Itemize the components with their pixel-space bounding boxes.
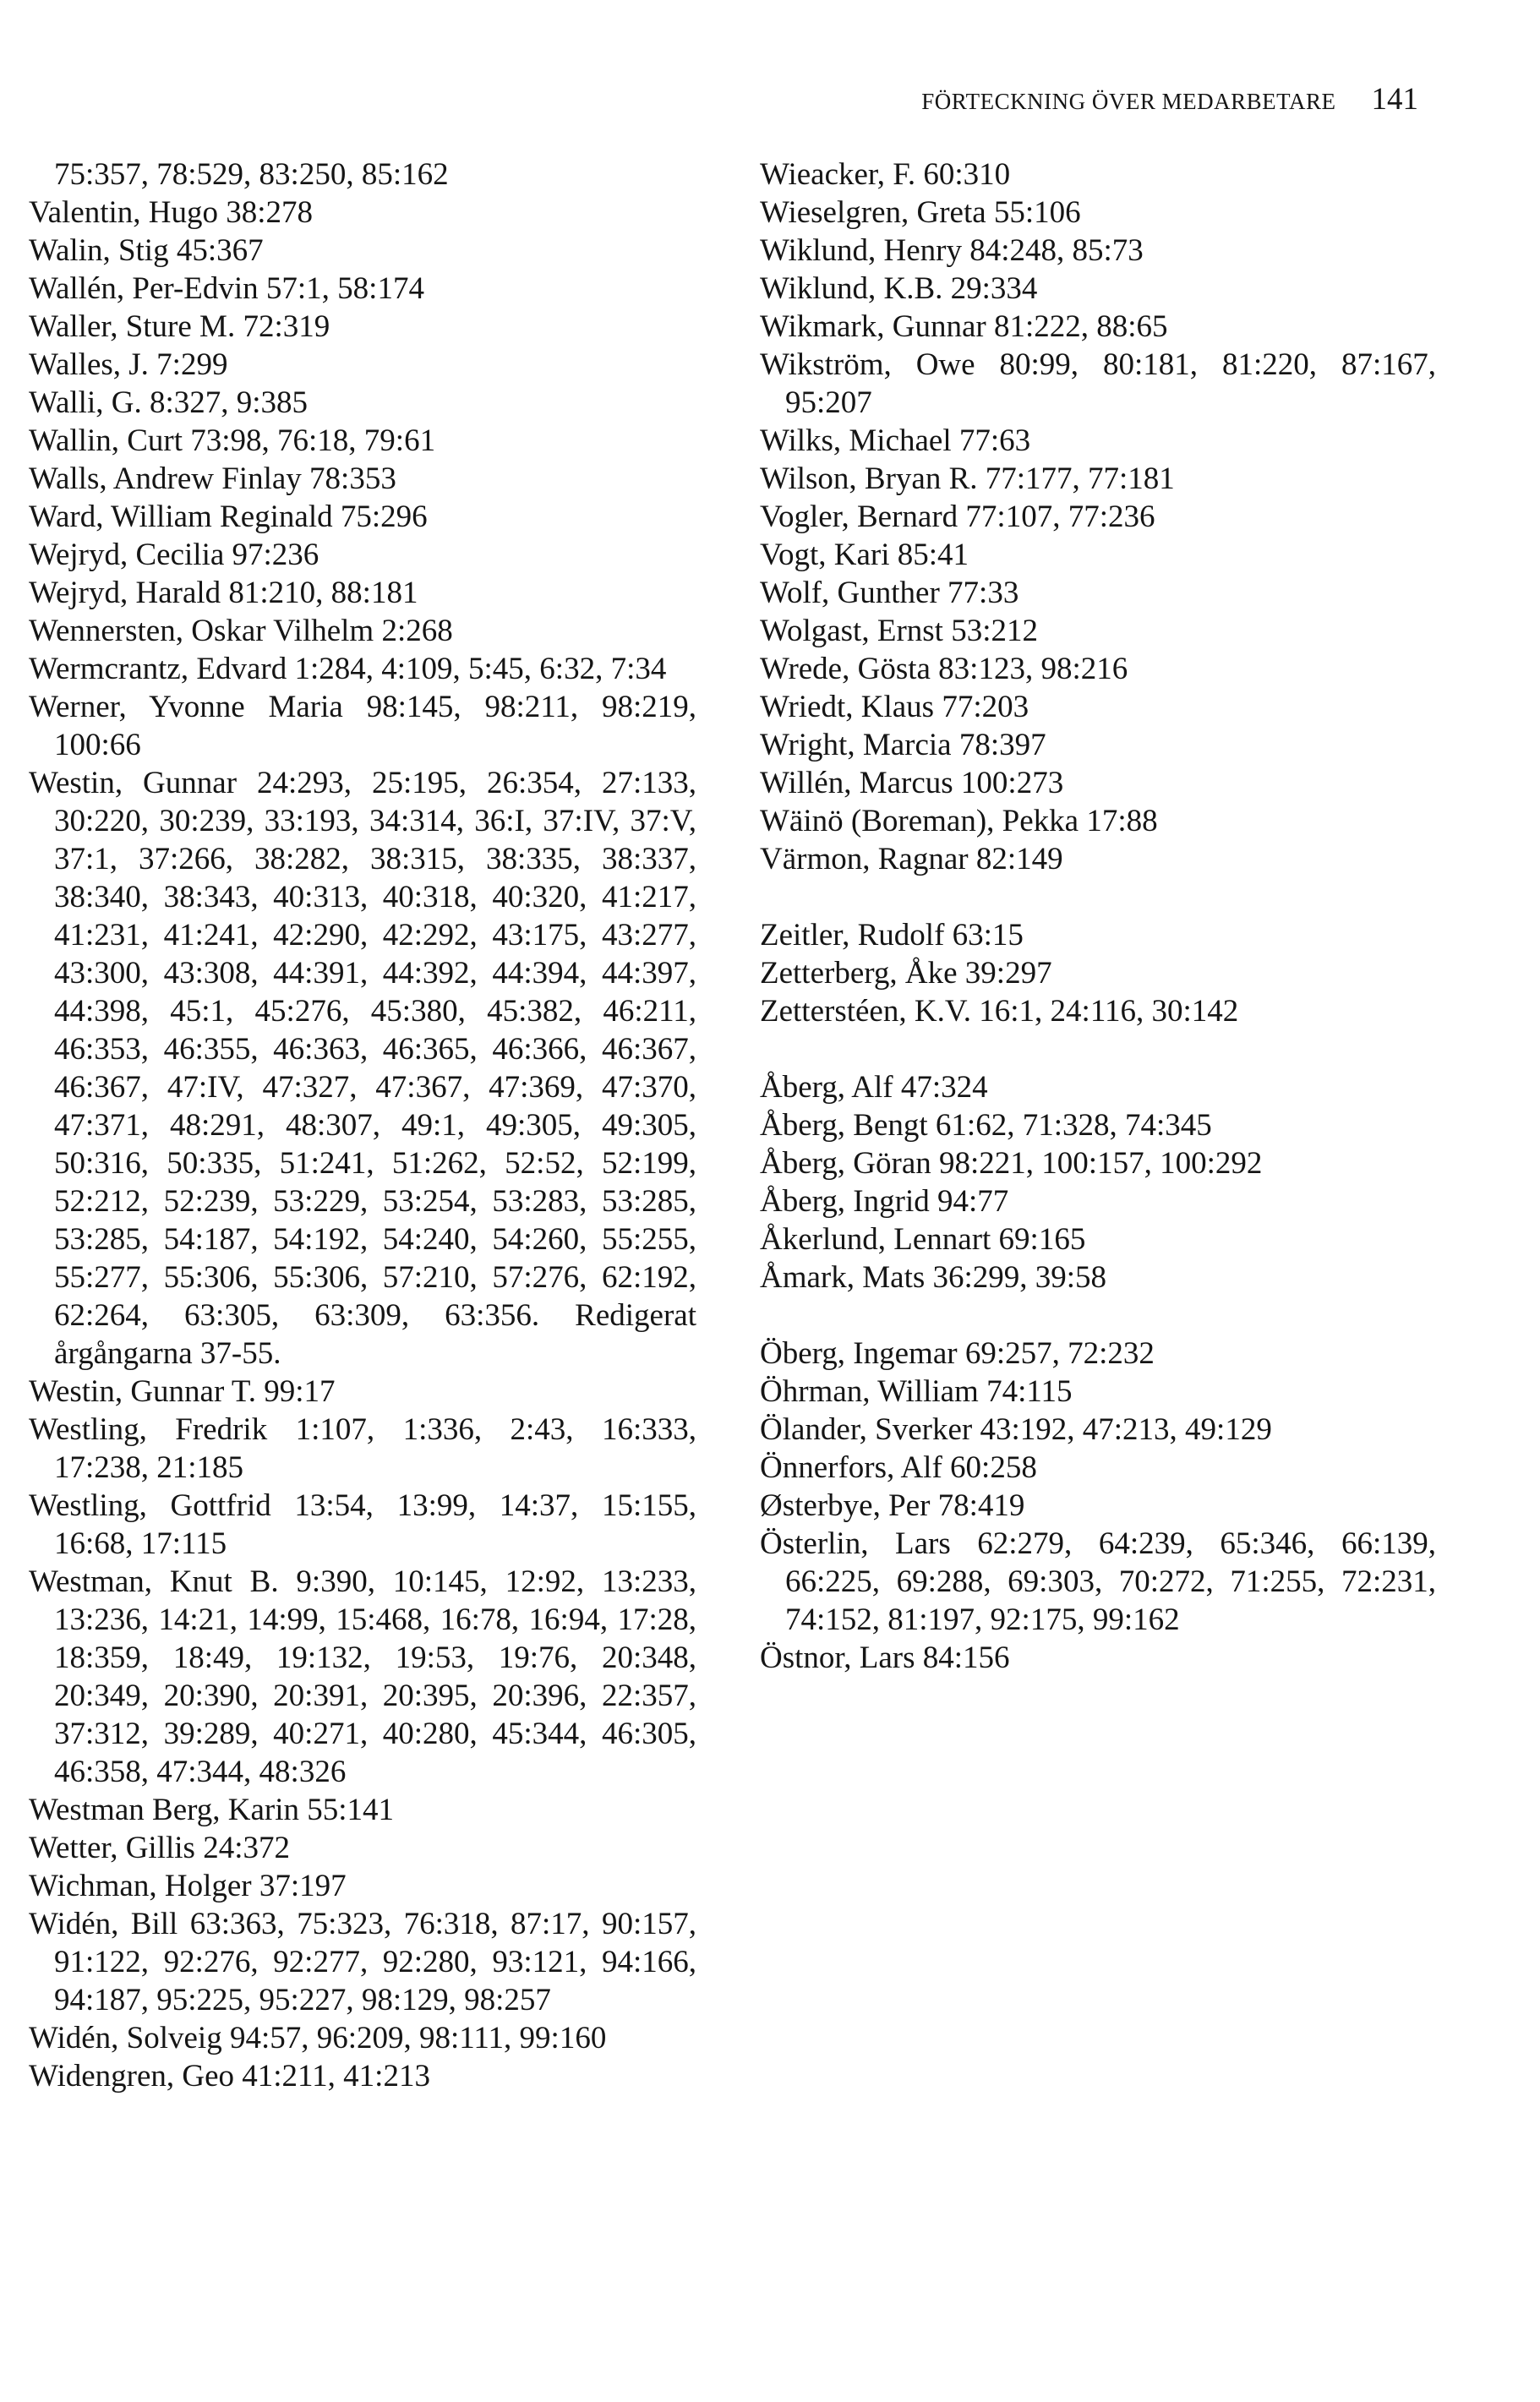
index-entry: Värmon, Ragnar 82:149 [760,842,1063,876]
index-entry: Wilson, Bryan R. 77:177, 77:181 [760,461,1175,496]
index-entry: Wetter, Gillis 24:372 [29,1831,290,1865]
index-entry: Walles, J. 7:299 [29,347,228,382]
index-entry: Åberg, Bengt 61:62, 71:328, 74:345 [760,1108,1212,1143]
index-entry: Wiklund, K.B. 29:334 [760,271,1038,306]
index-entry: Ward, William Reginald 75:296 [29,500,428,534]
index-entry: Westin, Gunnar T. 99:17 [29,1374,336,1409]
index-entry: Valentin, Hugo 38:278 [29,195,314,230]
index-entry: Westin, Gunnar 24:293, 25:195, 26:354, 27:133, 30:220, 30:239, 33:193, 34:314, 36:I, 37:IV, 37:V, 37:1, 37:266, 38:282, 38:315, 38:335, 38:337, 38:340, 38:343, 40:313, 40:318, 40:320, 41:217, 41:231, 41:241, 42:290, 42:292, 43:175, 43:277, 43:300, 43:308, 44:391, 44:392, 44:394, 44:397, 44:398, 45:1, 45:276, 45:380, 45:382, 46:211, 46:353, 46:355, 46:363, 46:365, 46:366, 46:367, 46:367, 47:IV, 47:327, 47:367, 47:369, 47:370, 47:371, 48:291, 48:307, 49:1, 49:305, 49:305, 50:316, 50:335, 51:241, 51:262, 52:52, 52:199, 52:212, 52:239, 53:229, 53:254, 53:283, 53:285, 53:285, 54:187, 54:192, 54:240, 54:260, 55:255, 55:277, 55:306, 55:306, 57:210, 57:276, 62:192, 62:264, 63:305, 63:309, 63:356. Redigerat årgångarna 37-55. [29,766,696,1371]
index-entry: Wikmark, Gunnar 81:222, 88:65 [760,309,1168,344]
index-entry: Öberg, Ingemar 69:257, 72:232 [760,1336,1155,1371]
index-entry: Widén, Bill 63:363, 75:323, 76:318, 87:17, 90:157, 91:122, 92:276, 92:277, 92:280, 93:121, 94:166, 94:187, 95:225, 95:227, 98:129, 98:257 [29,1907,696,2017]
index-entry: Wrede, Gösta 83:123, 98:216 [760,652,1128,686]
index-entry: Östnor, Lars 84:156 [760,1640,1010,1675]
index-entry: Zetterstéen, K.V. 16:1, 24:116, 30:142 [760,994,1239,1029]
index-entry: Ölander, Sverker 43:192, 47:213, 49:129 [760,1412,1272,1447]
index-entry: Wichman, Holger 37:197 [29,1869,347,1903]
index-entry: Wennersten, Oskar Vilhelm 2:268 [29,614,453,648]
running-head [759,81,1418,117]
letter-group-spacer [760,878,1436,916]
index-entry: 75:357, 78:529, 83:250, 85:162 [54,157,449,192]
index-entry: Wright, Marcia 78:397 [760,728,1046,762]
index-entry: Wieacker, F. 60:310 [760,157,1011,192]
index-entry: Wriedt, Klaus 77:203 [760,690,1029,724]
letter-group [760,1068,1436,1297]
index-entry: Walli, G. 8:327, 9:385 [29,385,309,420]
index-entry: Wejryd, Harald 81:210, 88:181 [29,576,418,610]
index-entry: Wallin, Curt 73:98, 76:18, 79:61 [29,423,436,458]
letter-group [760,916,1436,1030]
index-entry: Werner, Yvonne Maria 98:145, 98:211, 98:219, 100:66 [29,690,696,762]
letter-group [760,1335,1436,1677]
index-entry: Österlin, Lars 62:279, 64:239, 65:346, 66:139, 66:225, 69:288, 69:303, 70:272, 71:255, 72:231, 74:152, 81:197, 92:175, 99:162 [760,1526,1436,1637]
index-entry: Önnerfors, Alf 60:258 [760,1450,1037,1485]
letter-group-spacer [760,1030,1436,1068]
index-entry: Wäinö (Boreman), Pekka 17:88 [760,804,1158,838]
index-entry: Wieselgren, Greta 55:106 [760,195,1081,230]
index-entry: Åmark, Mats 36:299, 39:58 [760,1260,1107,1295]
index-entry: Walin, Stig 45:367 [29,233,264,268]
index-entry: Wikström, Owe 80:99, 80:181, 81:220, 87:167, 95:207 [760,347,1436,420]
index-entry: Widén, Solveig 94:57, 96:209, 98:111, 99:160 [29,2021,607,2055]
running-head-title: FÖRTECKNING ÖVER MEDARBETARE [921,89,1336,114]
letter-group-spacer [760,1297,1436,1335]
index-entry: Åberg, Ingrid 94:77 [760,1184,1009,1219]
index-entry: Waller, Sture M. 72:319 [29,309,330,344]
index-entry: Wolf, Gunther 77:33 [760,576,1019,610]
index-entry: Wermcrantz, Edvard 1:284, 4:109, 5:45, 6:32, 7:34 [29,652,667,686]
index-entry: Zetterberg, Åke 39:297 [760,956,1052,991]
index-entry: Åberg, Alf 47:324 [760,1070,988,1105]
index-entry: Willén, Marcus 100:273 [760,766,1064,800]
index-entry: Wejryd, Cecilia 97:236 [29,538,319,572]
index-entry: Vogt, Kari 85:41 [760,538,969,572]
index-entry: Öhrman, William 74:115 [760,1374,1073,1409]
index-entry: Wolgast, Ernst 53:212 [760,614,1038,648]
index-column-left [29,156,696,2095]
index-entry: Wallén, Per-Edvin 57:1, 58:174 [29,271,424,306]
index-entry: Østerbye, Per 78:419 [760,1488,1025,1523]
letter-group [760,156,1436,878]
index-entry: Zeitler, Rudolf 63:15 [760,918,1024,953]
index-entry: Åkerlund, Lennart 69:165 [760,1222,1086,1257]
index-entry: Westling, Gottfrid 13:54, 13:99, 14:37, 15:155, 16:68, 17:115 [29,1488,696,1561]
page-number: 141 [1371,82,1418,117]
index-entry: Åberg, Göran 98:221, 100:157, 100:292 [760,1146,1263,1181]
index-entry: Walls, Andrew Finlay 78:353 [29,461,396,496]
index-entry: Vogler, Bernard 77:107, 77:236 [760,500,1155,534]
index-entry: Westman, Knut B. 9:390, 10:145, 12:92, 13:233, 13:236, 14:21, 14:99, 15:468, 16:78, 16:94, 17:28, 18:359, 18:49, 19:132, 19:53, 19:76, 20:348, 20:349, 20:390, 20:391, 20:395, 20:396, 22:357, 37:312, 39:289, 40:271, 40:280, 45:344, 46:305, 46:358, 47:344, 48:326 [29,1564,696,1789]
index-entry: Wiklund, Henry 84:248, 85:73 [760,233,1144,268]
index-entry: Widengren, Geo 41:211, 41:213 [29,2059,430,2094]
index-column-right [760,156,1436,1677]
index-entry: Westling, Fredrik 1:107, 1:336, 2:43, 16:333, 17:238, 21:185 [29,1412,696,1485]
index-entry: Westman Berg, Karin 55:141 [29,1793,395,1827]
index-entry: Wilks, Michael 77:63 [760,423,1031,458]
